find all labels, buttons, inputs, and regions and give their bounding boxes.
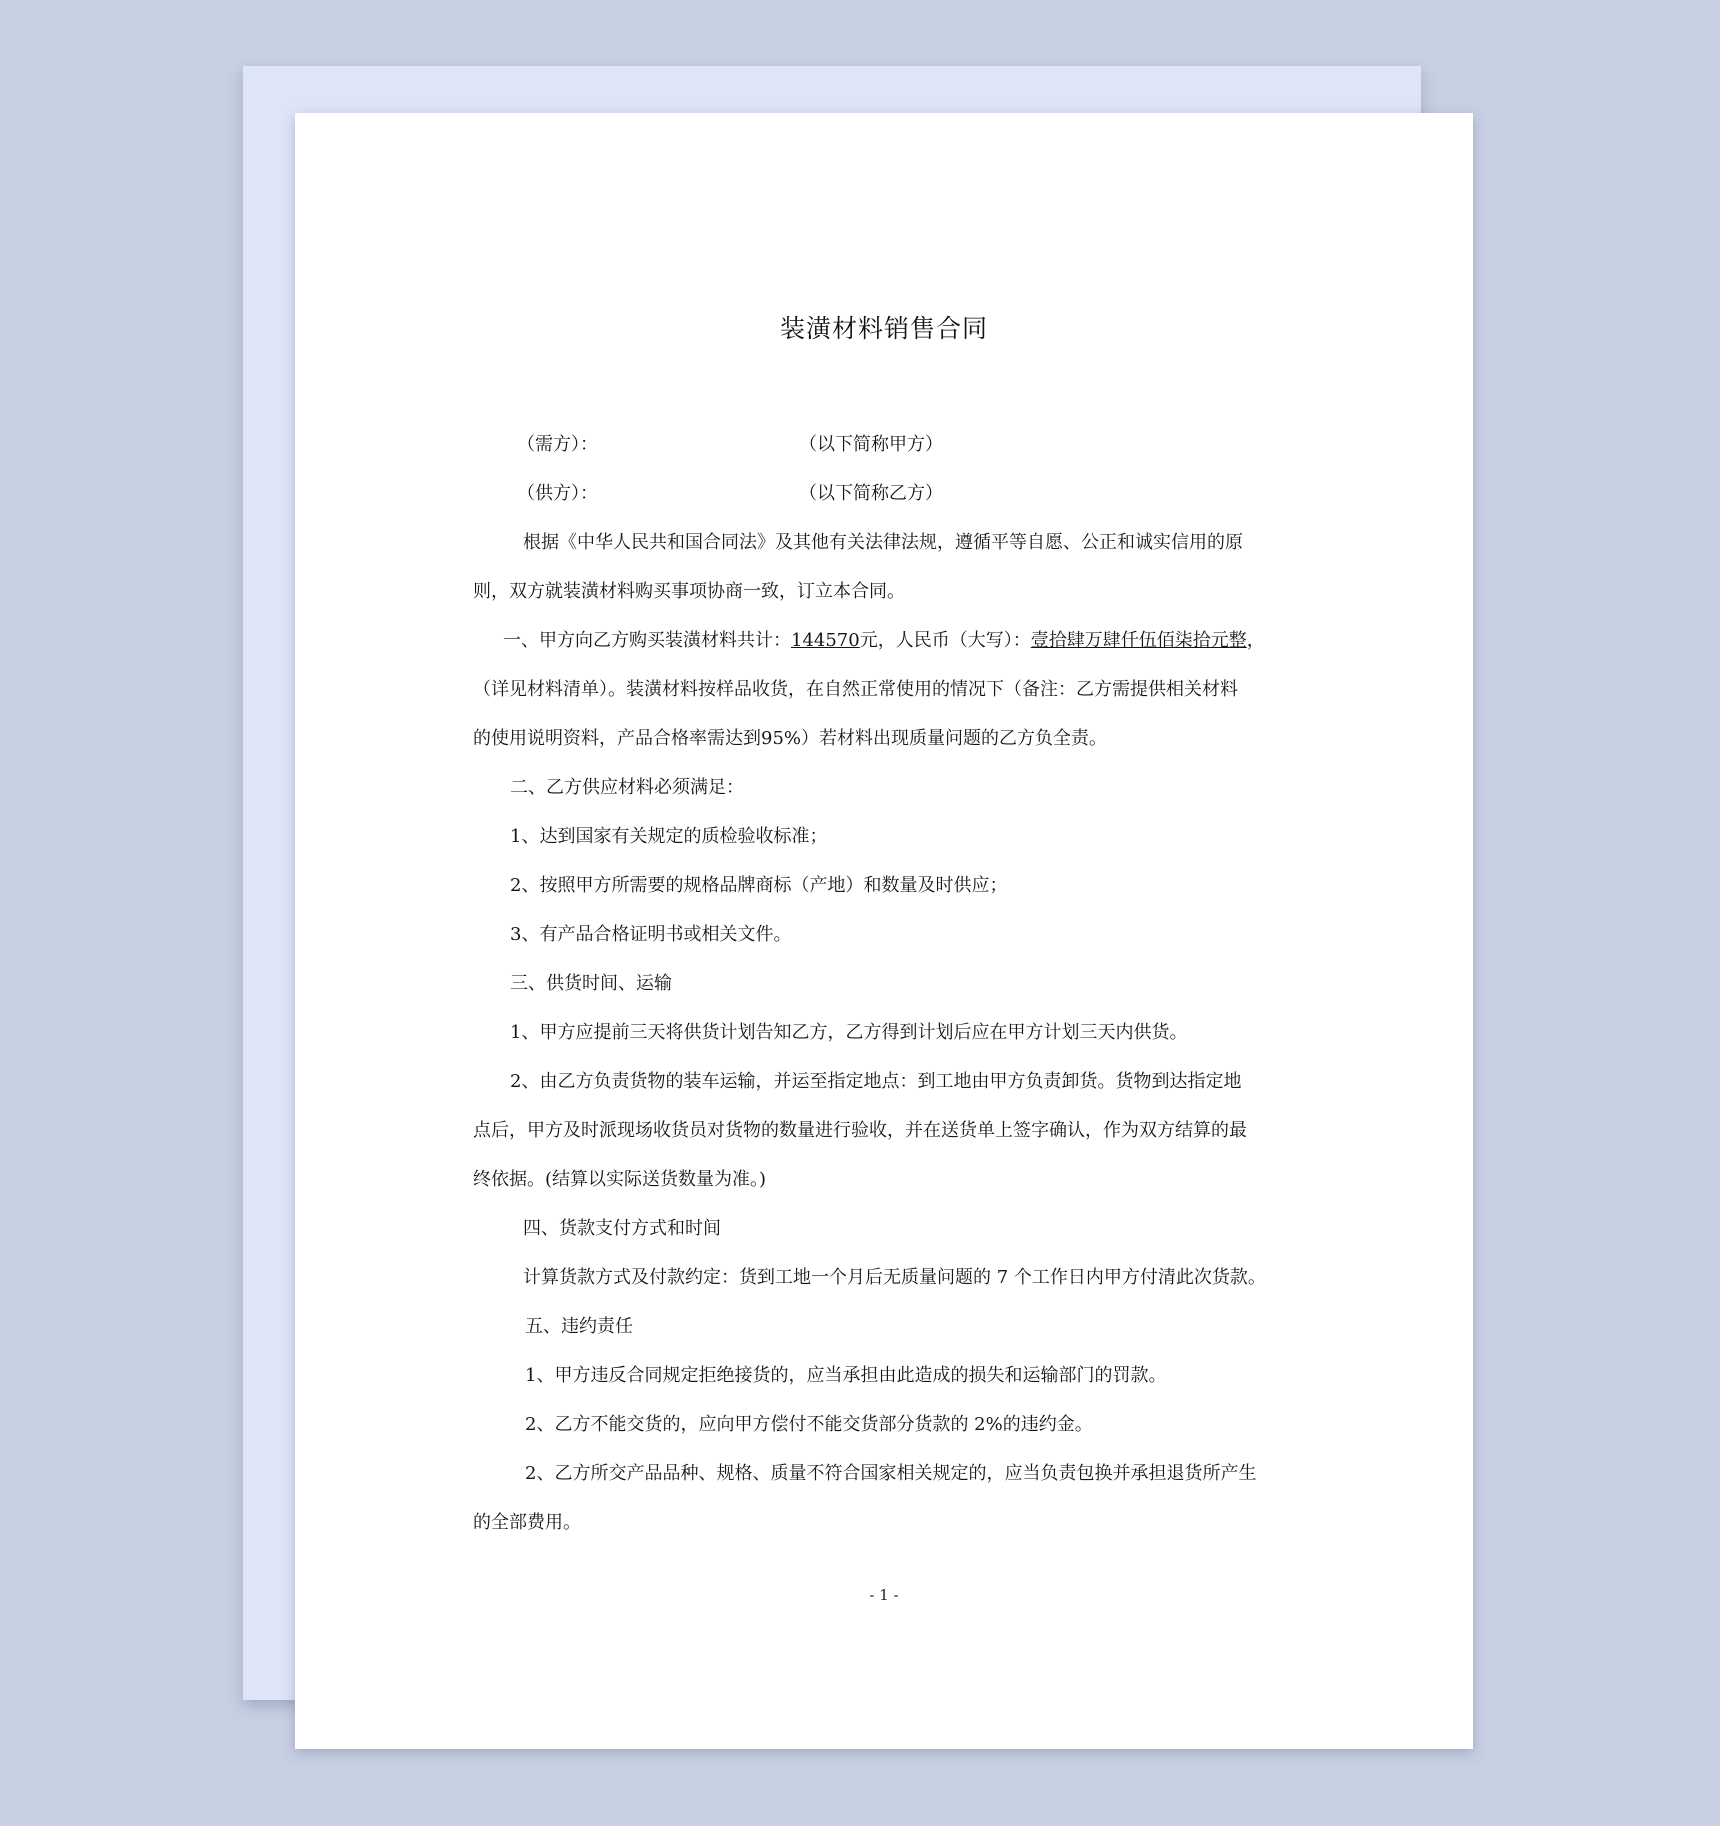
- clause-2-item-3: 3、有产品合格证明书或相关文件。: [510, 924, 792, 945]
- intro-line-1: 根据《中华人民共和国合同法》及其他有关法律法规，遵循平等自愿、公正和诚实信用的原: [523, 532, 1243, 553]
- contract-amount-words: 壹拾肆万肆仟伍佰柒拾元整: [1030, 630, 1247, 651]
- clause-5-heading: 五、违约责任: [525, 1316, 633, 1337]
- clause-1-mid: 元，人民币（大写）：: [859, 630, 1031, 651]
- clause-1-line-3: 的使用说明资料，产品合格率需达到95%）若材料出现质量问题的乙方负全责。: [473, 728, 1108, 749]
- contract-amount: 144570: [791, 630, 860, 651]
- clause-2-item-2: 2、按照甲方所需要的规格品牌商标（产地）和数量及时供应；: [510, 875, 1008, 896]
- clause-1-suffix: ，: [1246, 630, 1265, 651]
- clause-1-prefix: 一、甲方向乙方购买装潢材料共计：: [503, 630, 791, 651]
- clause-3-heading: 三、供货时间、运输: [510, 973, 672, 994]
- clause-5-item-3-line-2: 的全部费用。: [473, 1512, 581, 1533]
- party-a-label: （需方）：: [517, 434, 598, 455]
- document-page: [295, 113, 1473, 1749]
- document-title: 装潢材料销售合同: [779, 314, 988, 343]
- clause-2-item-1: 1、达到国家有关规定的质检验收标准；: [510, 826, 828, 847]
- clause-2-heading: 二、乙方供应材料必须满足：: [510, 777, 744, 798]
- clause-5-item-2: 2、乙方不能交货的，应向甲方偿付不能交货部分货款的 2%的违约金。: [525, 1414, 1093, 1435]
- clause-5-item-3-line-1: 2、乙方所交产品品种、规格、质量不符合国家相关规定的，应当负责包换并承担退货所产生: [525, 1463, 1257, 1484]
- clause-4-heading: 四、货款支付方式和时间: [523, 1218, 721, 1239]
- clause-3-item-2-line-2: 点后，甲方及时派现场收货员对货物的数量进行验收，并在送货单上签字确认，作为双方结算的最: [473, 1120, 1247, 1141]
- clause-3-item-2-line-3: 终依据。(结算以实际送货数量为准。): [473, 1169, 767, 1190]
- clause-3-item-1: 1、甲方应提前三天将供货计划告知乙方，乙方得到计划后应在甲方计划三天内供货。: [510, 1022, 1188, 1043]
- intro-line-2: 则，双方就装潢材料购买事项协商一致，订立本合同。: [473, 581, 905, 602]
- clause-4-text: 计算货款方式及付款约定：货到工地一个月后无质量问题的 7 个工作日内甲方付清此次货款。: [523, 1267, 1266, 1288]
- page-number: - 1 -: [869, 1586, 899, 1604]
- clause-1-line-2: （详见材料清单）。装潢材料按样品收货，在自然正常使用的情况下（备注：乙方需提供相关材料: [473, 679, 1238, 700]
- clause-1-line-1: [503, 630, 1265, 652]
- party-a-note: （以下简称甲方）: [799, 434, 943, 455]
- party-b-note: （以下简称乙方）: [799, 483, 943, 504]
- clause-3-item-2-line-1: 2、由乙方负责货物的装车运输，并运至指定地点：到工地由甲方负责卸货。货物到达指定地: [510, 1071, 1242, 1092]
- party-b-label: （供方）：: [517, 483, 598, 504]
- clause-5-item-1: 1、甲方违反合同规定拒绝接货的，应当承担由此造成的损失和运输部门的罚款。: [525, 1365, 1167, 1386]
